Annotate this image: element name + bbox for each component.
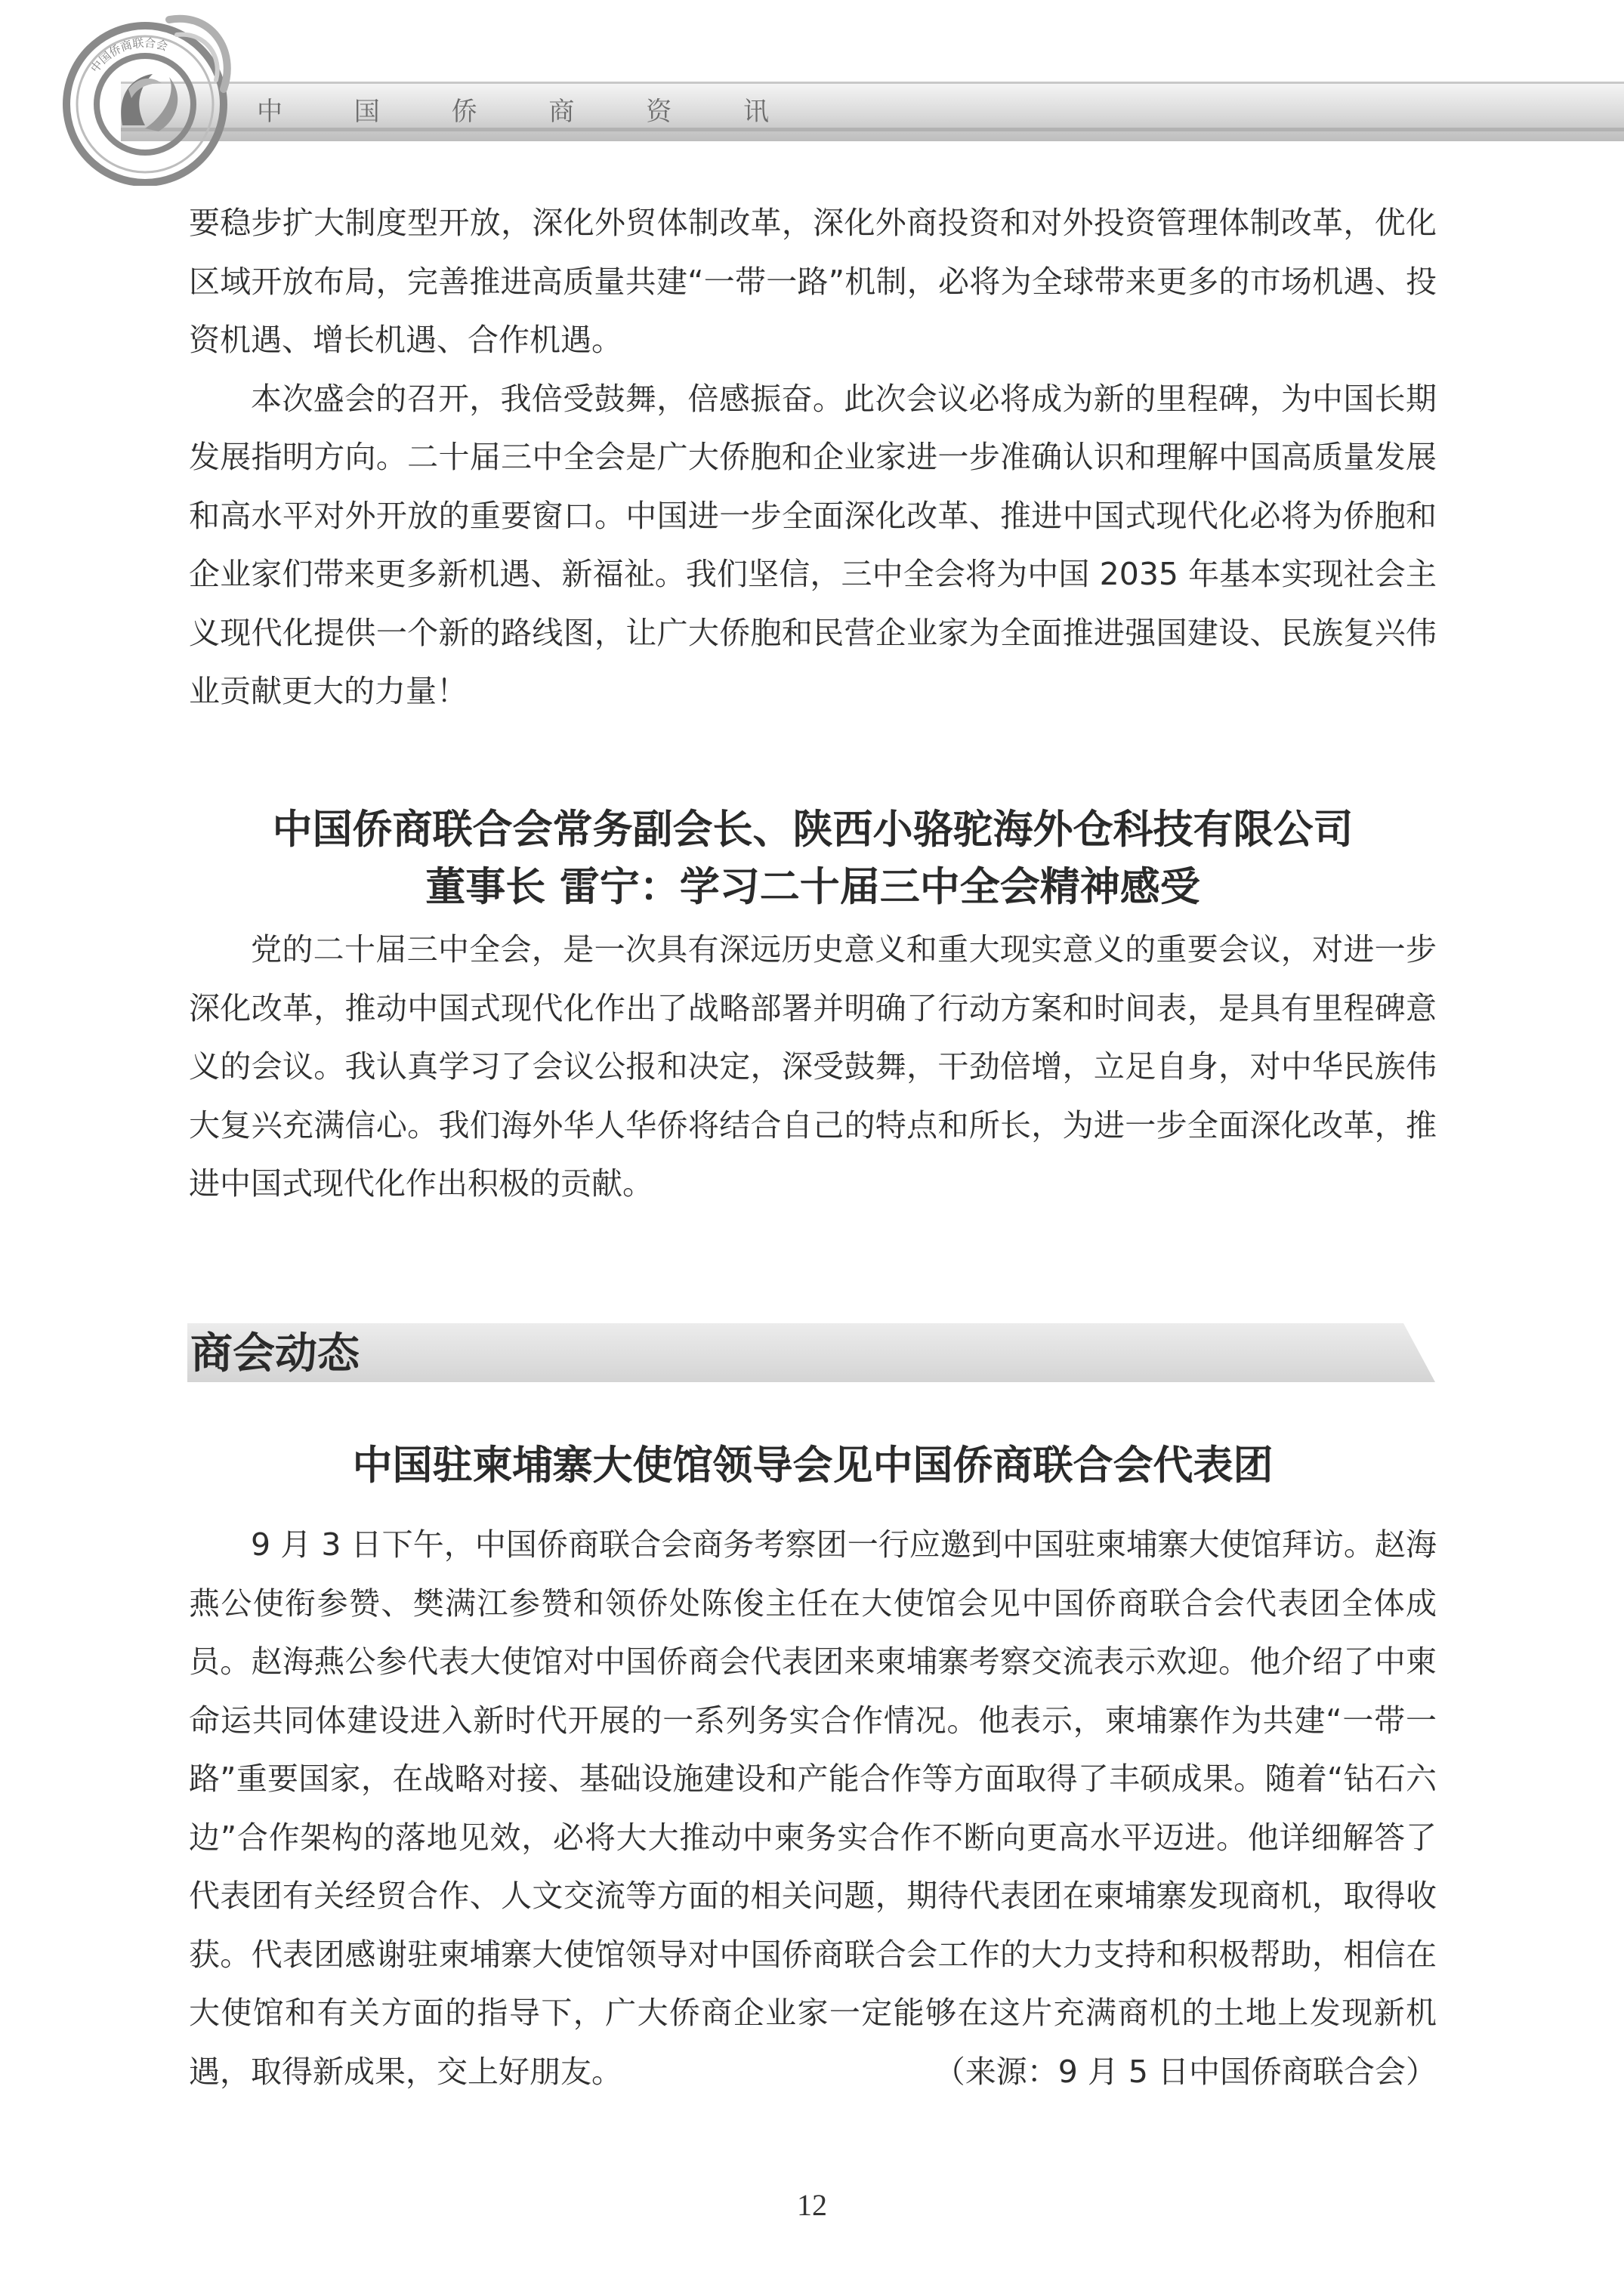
paragraph: 要稳步扩大制度型开放，深化外贸体制改革，深化外商投资和对外投资管理体制改革，优化区域开放布局，完善推进高质量共建“一带一路”机制，必将为全球带来更多的市场机遇、投资机遇、增长机遇、合作机遇。: [189, 205, 1437, 358]
article-continuation: [189, 194, 1437, 721]
paragraph: 本次盛会的召开，我倍受鼓舞，倍感振奋。此次会议必将成为新的里程碑，为中国长期发展指明方向。二十届三中全会是广大侨胞和企业家进一步准确认识和理解中国高质量发展和高水平对外开放的重要窗口。中国进一步全面深化改革、推进中国式现代化必将为侨胞和企业家们带来更多新机遇、新福祉。我们坚信，三中全会将为中国 2035 年基本实现社会主义现代化提供一个新的路线图，让广大侨胞和民营企业家为全面推进强国建设、民族复兴伟业贡献更大的力量！: [189, 380, 1437, 709]
section-bar: [187, 1323, 1435, 1382]
article-embassy: [189, 1437, 1437, 2101]
svg-text:中国侨商联合会: 中国侨商联合会: [88, 35, 170, 76]
article-lei-ning: [189, 801, 1437, 1214]
organization-logo: [56, 5, 245, 186]
header-title: 中 国 侨 商 资 讯: [257, 97, 801, 127]
article-source: （来源：9 月 5 日中国侨商联合会）: [934, 2053, 1437, 2090]
article-title-line-2: 董事长 雷宁：学习二十届三中全会精神感受: [425, 864, 1200, 910]
section-label: 商会动态: [190, 1329, 360, 1378]
article-body: 党的二十届三中全会，是一次具有深远历史意义和重大现实意义的重要会议，对进一步深化改革，推动中国式现代化作出了战略部署并明确了行动方案和时间表，是具有里程碑意义的会议。我认真学习了会议公报和决定，深受鼓舞，干劲倍增，立足自身，对中华民族伟大复兴充满信心。我们海外华人华侨将结合自己的特点和所长，为进一步全面深化改革，推进中国式现代化作出积极的贡献。: [189, 931, 1437, 1202]
article-body-text: 9 月 3 日下午，中国侨商联合会商务考察团一行应邀到中国驻柬埔寨大使馆拜访。赵海燕公使衔参赞、樊满江参赞和领侨处陈俊主任在大使馆会见中国侨商联合会代表团全体成员。赵海燕公参代表大使馆对中国侨商会代表团来柬埔寨考察交流表示欢迎。他介绍了中柬命运共同体建设进入新时代开展的一系列务实合作情况。他表示，柬埔寨作为共建“一带一路”重要国家，在战略对接、基础设施建设和产能合作等方面取得了丰硕成果。随着“钻石六边”合作架构的落地见效，必将大大推动中柬务实合作不断向更高水平迈进。他详细解答了代表团有关经贸合作、人文交流等方面的相关问题，期待代表团在柬埔寨发现商机，取得收获。代表团感谢驻柬埔寨大使馆领导对中国侨商联合会工作的大力支持和积极帮助，相信在大使馆和有关方面的指导下，广大侨商企业家一定能够在这片充满商机的土地上发现新机遇，取得新成果，交上好朋友。: [189, 1526, 1437, 2090]
article-body: [189, 1516, 1437, 2101]
article-title: 中国驻柬埔寨大使馆领导会见中国侨商联合会代表团: [352, 1443, 1274, 1489]
article-title-line-1: 中国侨商联合会常务副会长、陕西小骆驼海外仓科技有限公司: [272, 807, 1354, 853]
page-number: 12: [797, 2188, 827, 2222]
